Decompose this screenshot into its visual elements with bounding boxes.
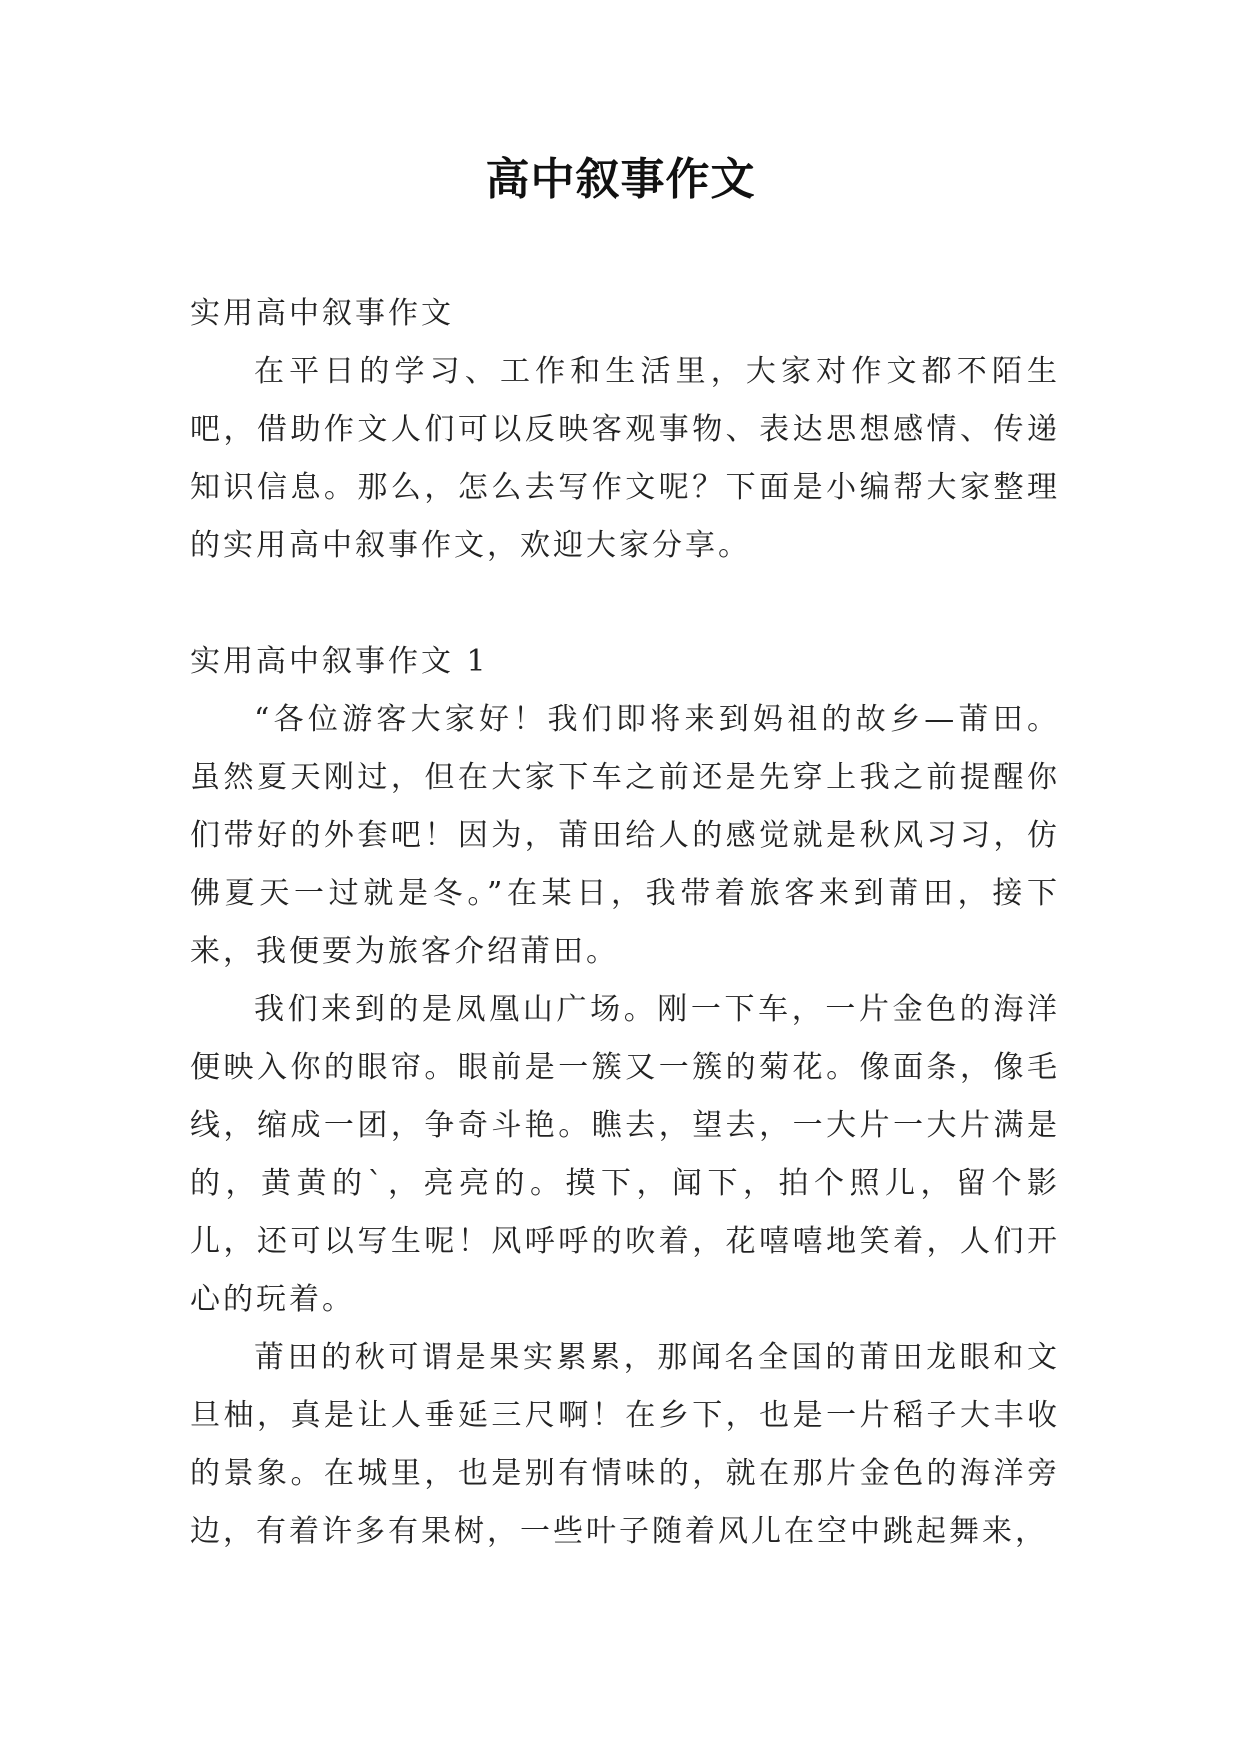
document-title: 高中叙事作文	[485, 154, 756, 205]
body-paragraph: 莆田的秋可谓是果实累累，那闻名全国的莆田龙眼和文旦柚，真是让人垂延三尺啊！在乡下，也是一片稻子大丰收的景象。在城里，也是别有情味的，就在那片金色的海洋旁边，有着许多有果树，一些叶子随着风儿在空中跳起舞来，	[190, 1340, 1060, 1549]
body-paragraph: 我们来到的是凤凰山广场。刚一下车，一片金色的海洋便映入你的眼帘。眼前是一簇又一簇的菊花。像面条，像毛线，缩成一团，争奇斗艳。瞧去，望去，一大片一大片满是的，黄黄的`，亮亮的。摸下，闻下，拍个照儿，留个影儿，还可以写生呢！风呼呼的吹着，花嘻嘻地笑着，人们开心的玩着。	[190, 992, 1060, 1317]
intro-paragraph: 在平日的学习、工作和生活里，大家对作文都不陌生吧，借助作文人们可以反映客观事物、表达思想感情、传递知识信息。那么，怎么去写作文呢？下面是小编帮大家整理的实用高中叙事作文，欢迎大家分享。	[190, 354, 1060, 563]
body-paragraph: “各位游客大家好！我们即将来到妈祖的故乡—莆田。虽然夏天刚过，但在大家下车之前还是先穿上我之前提醒你们带好的外套吧！因为，莆田给人的感觉就是秋风习习，仿佛夏天一过就是冬。”在某日，我带着旅客来到莆田，接下来，我便要为旅客介绍莆田。	[190, 702, 1060, 969]
section-heading: 实用高中叙事作文 1	[190, 644, 489, 679]
document-subtitle: 实用高中叙事作文	[190, 296, 454, 331]
document-body	[190, 285, 1060, 1561]
section-spacer	[190, 575, 1060, 633]
